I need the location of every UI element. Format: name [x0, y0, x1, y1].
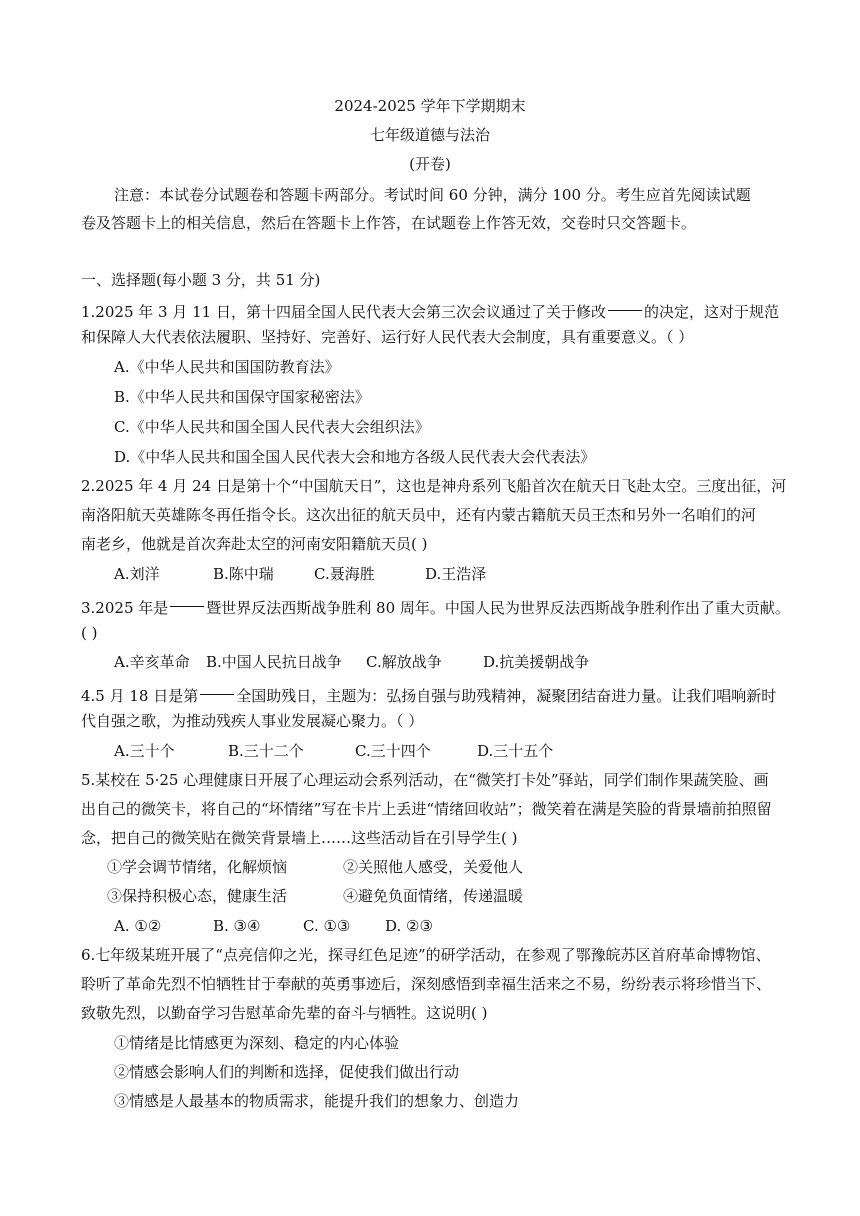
- question-6-item-1: ①情绪是比情感更为深刻、稳定的内心体验: [114, 1034, 400, 1052]
- section-heading: 一、选择题(每小题 3 分，共 51 分): [81, 271, 321, 289]
- question-5-option-a: A. ①②: [114, 917, 162, 935]
- question-5-item-4: ④避免负面情绪，传递温暖: [343, 887, 524, 905]
- exam-type-label: (开卷): [409, 155, 451, 173]
- question-5-line-3: 念，把自己的微笑贴在微笑背景墙上……这些活动旨在引导学生( ): [81, 829, 518, 847]
- question-3-text-b: 暨世界反法西斯战争胜利 80 周年。中国人民为世界反法西斯战争胜利作出了重大贡献。: [206, 599, 790, 617]
- question-3-option-c: C.解放战争: [366, 653, 442, 671]
- notice-line-1: 注意：本试卷分试题卷和答题卡两部分。考试时间 60 分钟，满分 100 分。考生应首先阅读试题: [114, 186, 751, 204]
- question-3-line-1: [81, 594, 790, 618]
- question-2-option-a: A.刘洋: [114, 565, 160, 583]
- question-2-line-3: 南老乡，他就是首次奔赴太空的河南安阳籍航天员( ): [81, 535, 428, 553]
- question-2-option-b: B.陈中瑞: [213, 565, 274, 583]
- question-4-line-2: 代自强之歌，为推动残疾人事业发展凝心聚力。（ ）: [81, 712, 424, 730]
- question-2-line-1: 2.2025 年 4 月 24 日是第十个“中国航天日”，这也是神舟系列飞船首次在航天日飞赴太空。三度出征，河: [81, 477, 787, 495]
- question-6-item-3: ③情感是人最基本的物质需求，能提升我们的想象力、创造力: [114, 1092, 520, 1110]
- exam-year-title: 2024-2025 学年下学期期末: [334, 97, 526, 115]
- answer-blank: [170, 594, 204, 607]
- question-5-item-1: ①学会调节情绪，化解烦恼: [107, 858, 288, 876]
- question-5-item-2: ②关照他人感受，关爱他人: [343, 858, 524, 876]
- question-4-option-c: C.三十四个: [355, 742, 431, 760]
- question-1-option-c: C.《中华人民共和国全国人民代表大会组织法》: [114, 418, 430, 436]
- question-5-line-1: 5.某校在 5·25 心理健康日开展了心理运动会系列活动，在“微笑打卡处”驿站，同学们制作果蔬笑脸、画: [81, 771, 769, 789]
- question-3-text-a: 3.2025 年是: [81, 599, 169, 617]
- question-3-line-2: ( ): [81, 624, 98, 642]
- question-4-option-b: B.三十二个: [228, 742, 304, 760]
- question-1-text-a: 1.2025 年 3 月 11 日，第十四届全国人民代表大会第三次会议通过了关于修改: [81, 303, 606, 321]
- question-5-option-d: D. ②③: [385, 917, 433, 935]
- question-5-option-c: C. ①③: [303, 917, 351, 935]
- notice-line-2: 卷及答题卡上的相关信息，然后在答题卡上作答，在试题卷上作答无效，交卷时只交答题卡。: [81, 214, 697, 232]
- question-1-line-2: 和保障人大代表依法履职、坚持好、完善好、运行好人民代表大会制度，具有重要意义。（ ）: [81, 328, 694, 346]
- question-4-text-a: 4.5 月 18 日是第: [81, 687, 199, 705]
- question-4-option-a: A.三十个: [114, 742, 175, 760]
- answer-blank: [200, 682, 234, 695]
- question-3-option-b: B.中国人民抗日战争: [206, 653, 342, 671]
- question-1-option-b: B.《中华人民共和国保守国家秘密法》: [114, 388, 370, 406]
- question-3-option-d: D.抗美援朝战争: [483, 653, 590, 671]
- question-4-line-1: [81, 682, 776, 706]
- question-5-option-b: B. ③④: [213, 917, 261, 935]
- question-4-text-b: 全国助残日，主题为：弘扬自强与助残精神，凝聚团结奋进力量。让我们唱响新时: [236, 687, 777, 705]
- question-6-line-2: 聆听了革命先烈不怕牺牲甘于奉献的英勇事迹后，深刻感悟到幸福生活来之不易，纷纷表示将珍惜当下、: [81, 975, 772, 993]
- question-2-option-c: C.聂海胜: [314, 565, 375, 583]
- question-1-line-1: [81, 298, 779, 322]
- question-1-option-d: D.《中华人民共和国全国人民代表大会和地方各级人民代表大会代表法》: [114, 448, 596, 466]
- question-3-option-a: A.辛亥革命: [114, 653, 190, 671]
- exam-subject-title: 七年级道德与法治: [369, 126, 490, 144]
- question-5-item-3: ③保持积极心态，健康生活: [107, 887, 288, 905]
- question-1-option-a: A.《中华人民共和国国防教育法》: [114, 358, 340, 376]
- question-4-option-d: D.三十五个: [477, 742, 554, 760]
- question-6-line-1: 6.七年级某班开展了“点亮信仰之光，探寻红色足迹”的研学活动，在参观了鄂豫皖苏区首府革命博物馆、: [81, 946, 771, 964]
- question-2-option-d: D.王浩泽: [425, 565, 487, 583]
- question-6-line-3: 致敬先烈，以勤奋学习告慰革命先辈的奋斗与牺牲。这说明( ): [81, 1004, 488, 1022]
- answer-blank: [608, 298, 642, 311]
- question-2-line-2: 南洛阳航天英雄陈冬再任指令长。这次出征的航天员中，还有内蒙古籍航天员王杰和另外一名咱们的河: [81, 506, 757, 524]
- question-1-text-b: 的决定，这对于规范: [643, 303, 779, 321]
- question-5-line-2: 出自己的微笑卡，将自己的“坏情绪”写在卡片上丢进“情绪回收站”；微笑着在满是笑脸的背景墙前拍照留: [81, 800, 772, 818]
- question-6-item-2: ②情感会影响人们的判断和选择，促使我们做出行动: [114, 1063, 460, 1081]
